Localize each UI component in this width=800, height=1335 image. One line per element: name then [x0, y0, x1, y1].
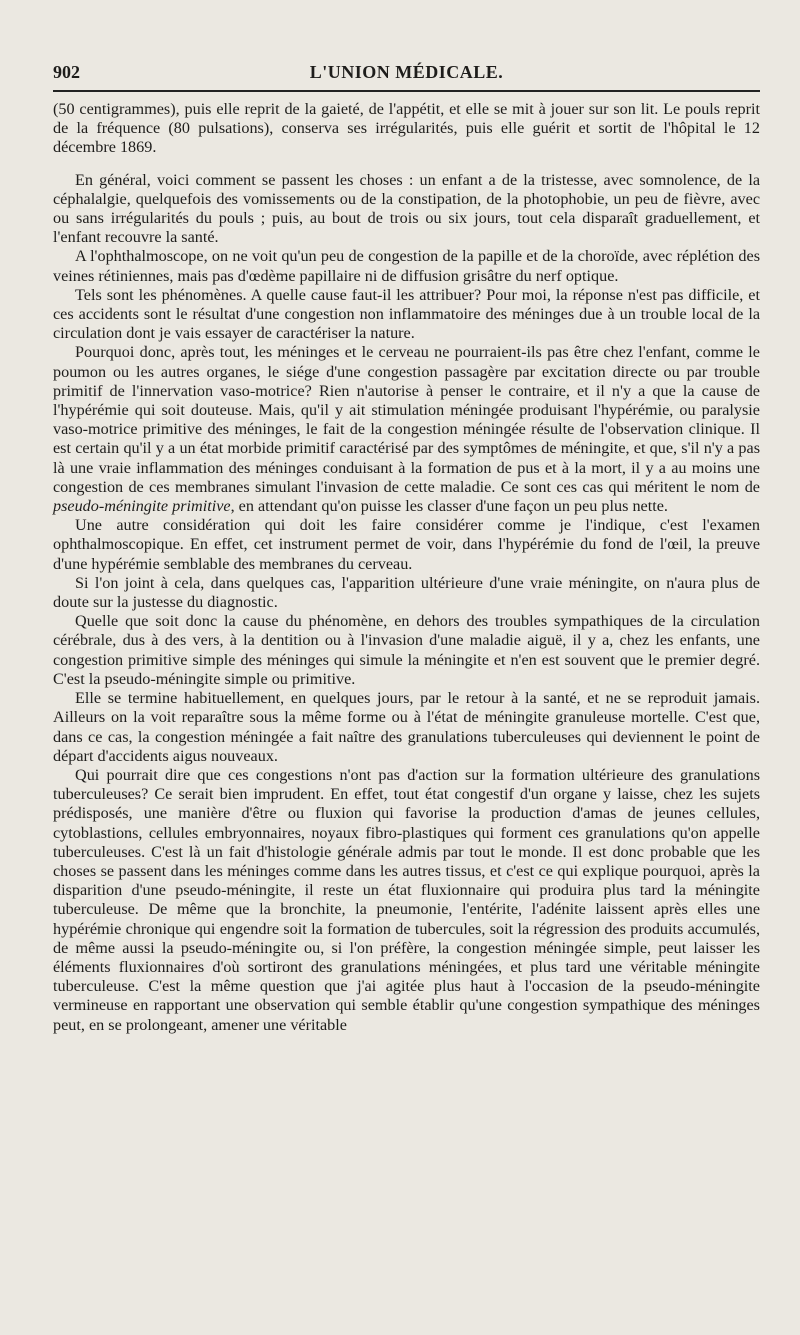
italic-term: pseudo-méningite primitive — [53, 497, 231, 516]
paragraph-8: Quelle que soit donc la cause du phénomène, en dehors des troubles sympathiques de la circulation cérébrale, dus à des vers, à la dentition ou à l'invasion d'une maladie aiguë, il y a, chez les enfants, une congestion primitive simple des méninges qui simule la méningite et n'en est souvent que le premier degré. C'est la pseudo-méningite simple ou primitive. — [53, 612, 760, 688]
paragraph-2: En général, voici comment se passent les choses : un enfant a de la tristesse, avec somnolence, de la céphalalgie, quelquefois des vomissements ou de la constipation, de la photophobie, un peu de fièvre, avec ou sans irrégularités du pouls ; puis, au bout de trois ou six jours, tout cela disparaît graduellement, et l'enfant recouvre la santé. — [53, 170, 760, 247]
paragraph-3: A l'ophthalmoscope, on ne voit qu'un peu de congestion de la papille et de la choroïde, avec réplétion des veines rétiniennes, mais pas d'œdème papillaire ni de diffusion grisâtre du nerf optique. — [53, 247, 760, 285]
page-header — [53, 58, 760, 92]
page-number: 902 — [53, 62, 80, 82]
paragraph-4: Tels sont les phénomènes. A quelle cause faut-il les attribuer? Pour moi, la réponse n'est pas difficile, et ces accidents sont le résultat d'une congestion non inflammatoire des méninges due à un trouble local de la circulation dont je vais essayer de caractériser la nature. — [53, 285, 760, 343]
paragraph-9: Elle se termine habituellement, en quelques jours, par le retour à la santé, et ne se reproduit jamais. Ailleurs on la voit reparaître sous la même forme ou à l'état de méningite granuleuse mortelle. C'est que, dans ce cas, la congestion méningée a fait naître des granulations tuberculeuses qui deviennent le point de départ d'accidents aigus nouveaux. — [53, 689, 760, 765]
paragraph-5 — [53, 343, 760, 516]
paragraph-6: Une autre considération qui doit les faire considérer comme je l'indique, c'est l'examen ophthalmoscopique. En effet, cet instrument permet de voir, dans l'hypérémie du fond de l'œil, la preuve d'une hypérémie semblable des membranes du cerveau. — [53, 516, 760, 573]
paragraph-7: Si l'on joint à cela, dans quelques cas, l'apparition ultérieure d'une vraie méningite, on n'aura plus de doute sur la justesse du diagnostic. — [53, 573, 760, 612]
paragraph-1: (50 centigrammes), puis elle reprit de la gaieté, de l'appétit, et elle se mit à jouer sur son lit. Le pouls reprit de la fréquence (80 pulsations), conserva ses irrégularités, puis elle guérit et sortit de l'hôpital le 12 décembre 1869. — [53, 100, 760, 157]
running-title: L'UNION MÉDICALE. — [309, 62, 504, 82]
article-body — [53, 100, 760, 1035]
paragraph-5-text: Pourquoi donc, après tout, les méninges et le cerveau ne pourraient-ils pas être chez l'enfant, comme le poumon ou les autres organes, le siége d'une congestion passagère par excitation directe ou par trouble primitif de l'innervation vaso-motrice? Rien n'autorise à penser le contraire, et il n'y a que la cause de l'hypérémie qui soit douteuse. Mais, qu'il y ait stimulation méningée produisant l'hypérémie, ou paralysie vaso-motrice primitive des méninges, le fait de la congestion méningée résulte de l'observation clinique. Il est certain qu'il y a un état morbide primitif caractérisé par des symptômes de méningite, et que, s'il n'y a pas là une vraie inflammation des méninges conduisant à la formation de pus et à la mort, il y a au moins une congestion de ces membranes simulant l'invasion de cette maladie. Ce sont ces cas qui méritent le nom de — [53, 343, 760, 496]
paragraph-10: Qui pourrait dire que ces congestions n'ont pas d'action sur la formation ultérieure des granulations tuberculeuses? Ce serait bien imprudent. En effet, tout état congestif d'un organe y laisse, chez les sujets prédisposés, une manière d'être ou fluxion qui favorise la production d'amas de jeunes cellules, cytoblastions, cellules embryonnaires, noyaux fibro-plastiques qui forment ces granulations qu'on appelle tuberculeuses. C'est là un fait d'histologie générale admis par tout le monde. Il est donc probable que les choses se passent dans les méninges comme dans les autres tissus, et c'est ce qui explique pourquoi, après la disparition d'une pseudo-méningite, il reste un état fluxionnaire qui produira plus tard la méningite tuberculeuse. De même que la bronchite, la pneumonie, l'entérite, l'adénite laissent après elles une hypérémie chronique qui engendre soit la formation de tubercules, soit la régression des produits accumulés, de même aussi la pseudo-méningite ou, si l'on préfère, la congestion méningée simple, peut laisser les éléments fluxionnaires d'où sortiront des granulations méningées, et plus tard une véritable méningite tuberculeuse. C'est la même question que j'ai agitée plus haut à l'occasion de la pseudo-méningite vermineuse en rapportant une observation qui semble établir qu'une congestion sympathique des méninges peut, en se prolongeant, amener une véritable — [53, 765, 760, 1034]
paragraph-5-end: , en attendant qu'on puisse les classer d'une façon un peu plus nette. — [230, 497, 668, 516]
